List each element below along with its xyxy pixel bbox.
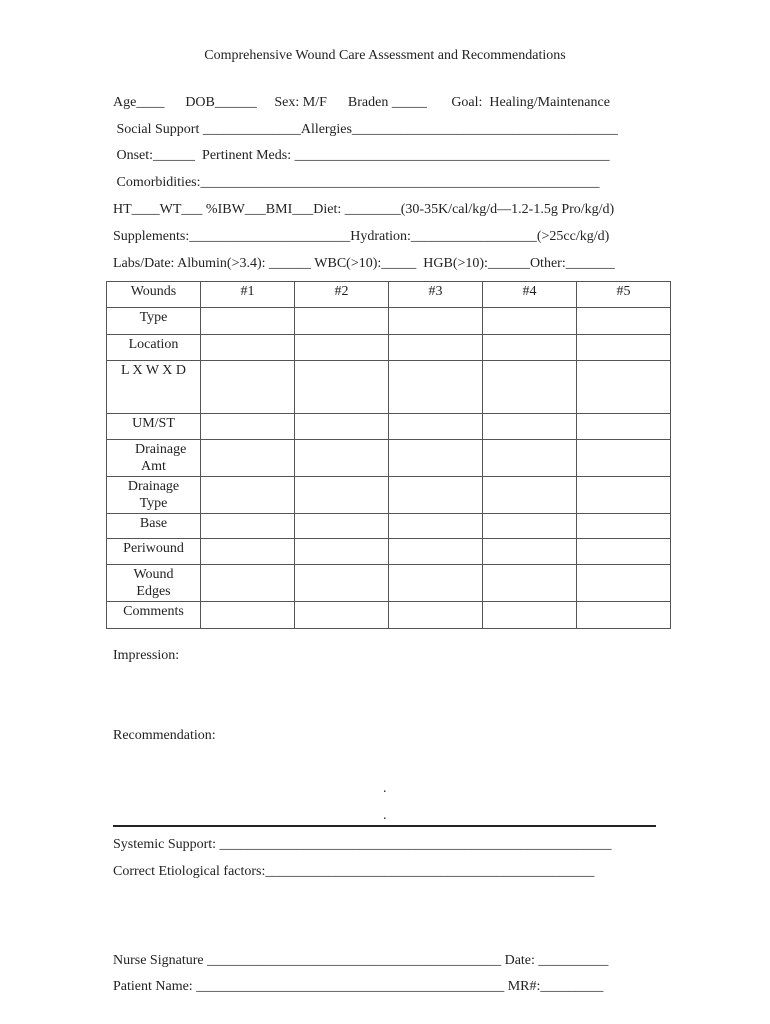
table-cell[interactable]	[389, 565, 483, 602]
table-header-cell: #1	[201, 282, 295, 308]
table-cell[interactable]	[483, 335, 577, 361]
table-header-cell: #5	[577, 282, 671, 308]
table-cell[interactable]	[483, 440, 577, 477]
table-cell[interactable]	[295, 539, 389, 565]
table-cell[interactable]	[483, 565, 577, 602]
nurse-signature-line: Nurse Signature __________________________________________ Date: __________	[113, 953, 609, 968]
row-label: Comments	[107, 602, 201, 629]
table-cell[interactable]	[389, 539, 483, 565]
table-cell[interactable]	[577, 602, 671, 629]
wound-assessment-table	[106, 281, 671, 629]
table-row	[107, 514, 671, 539]
table-cell[interactable]	[295, 514, 389, 539]
table-cell[interactable]	[577, 514, 671, 539]
table-header-row	[107, 282, 671, 308]
table-cell[interactable]	[201, 361, 295, 414]
table-cell[interactable]	[483, 602, 577, 629]
table-cell[interactable]	[295, 361, 389, 414]
table-cell[interactable]	[389, 308, 483, 335]
table-cell[interactable]	[483, 414, 577, 440]
table-row	[107, 361, 671, 414]
row-label: Wound Edges	[107, 565, 201, 602]
table-cell[interactable]	[577, 565, 671, 602]
table-cell[interactable]	[483, 308, 577, 335]
table-cell[interactable]	[201, 477, 295, 514]
row-label: Location	[107, 335, 201, 361]
table-cell[interactable]	[201, 539, 295, 565]
patient-name-line: Patient Name: ____________________________________________ MR#:_________	[113, 979, 604, 994]
comorbidities-line: Comorbidities:_________________________________________________________	[113, 175, 600, 190]
table-row	[107, 440, 671, 477]
dot-marker: .	[383, 808, 387, 823]
table-cell[interactable]	[389, 440, 483, 477]
table-cell[interactable]	[201, 414, 295, 440]
table-row	[107, 414, 671, 440]
table-cell[interactable]	[201, 440, 295, 477]
table-cell[interactable]	[483, 361, 577, 414]
table-cell[interactable]	[483, 539, 577, 565]
table-cell[interactable]	[201, 602, 295, 629]
supplements-line: Supplements:_______________________Hydration:__________________(>25cc/kg/d)	[113, 229, 610, 244]
table-cell[interactable]	[201, 514, 295, 539]
table-row	[107, 308, 671, 335]
table-cell[interactable]	[577, 335, 671, 361]
table-header-cell: Wounds	[107, 282, 201, 308]
demographics-line: Age____ DOB______ Sex: M/F Braden _____ Goal: Healing/Maintenance	[113, 95, 610, 110]
row-label: UM/ST	[107, 414, 201, 440]
row-label: Base	[107, 514, 201, 539]
table-cell[interactable]	[577, 361, 671, 414]
table-row	[107, 565, 671, 602]
table-cell[interactable]	[577, 308, 671, 335]
table-cell[interactable]	[389, 602, 483, 629]
table-cell[interactable]	[389, 477, 483, 514]
table-cell[interactable]	[577, 414, 671, 440]
row-label: Periwound	[107, 539, 201, 565]
form-title: Comprehensive Wound Care Assessment and Recommendations	[204, 48, 566, 63]
row-label: Drainage Type	[107, 477, 201, 514]
table-header-cell: #4	[483, 282, 577, 308]
table-cell[interactable]	[295, 414, 389, 440]
table-cell[interactable]	[389, 335, 483, 361]
impression-label: Impression:	[113, 648, 180, 663]
table-header-cell: #2	[295, 282, 389, 308]
etiological-factors-line: Correct Etiological factors:_______________________________________________	[113, 864, 595, 879]
table-cell[interactable]	[295, 602, 389, 629]
table-cell[interactable]	[389, 514, 483, 539]
anthropometrics-line: HT____WT___ %IBW___BMI___Diet: ________(30-35K/cal/kg/d—1.2-1.5g Pro/kg/d)	[113, 202, 615, 217]
divider-line	[113, 825, 656, 827]
row-label: Drainage Amt	[107, 440, 201, 477]
table-cell[interactable]	[389, 361, 483, 414]
row-label: Type	[107, 308, 201, 335]
table-row	[107, 602, 671, 629]
table-cell[interactable]	[577, 539, 671, 565]
table-cell[interactable]	[483, 477, 577, 514]
onset-meds-line: Onset:______ Pertinent Meds: _____________________________________________	[113, 148, 610, 163]
table-cell[interactable]	[295, 440, 389, 477]
table-cell[interactable]	[389, 414, 483, 440]
table-cell[interactable]	[483, 514, 577, 539]
social-support-line: Social Support ______________Allergies______________________________________	[113, 122, 618, 137]
table-cell[interactable]	[295, 477, 389, 514]
table-row	[107, 477, 671, 514]
table-row	[107, 539, 671, 565]
row-label: L X W X D	[107, 361, 201, 414]
table-row	[107, 335, 671, 361]
table-cell[interactable]	[201, 308, 295, 335]
table-cell[interactable]	[295, 565, 389, 602]
table-header-cell: #3	[389, 282, 483, 308]
table-cell[interactable]	[201, 335, 295, 361]
table-cell[interactable]	[577, 477, 671, 514]
systemic-support-line: Systemic Support: ________________________________________________________	[113, 837, 612, 852]
table-cell[interactable]	[295, 335, 389, 361]
labs-line: Labs/Date: Albumin(>3.4): ______ WBC(>10):_____ HGB(>10):______Other:_______	[113, 256, 615, 271]
table-cell[interactable]	[577, 440, 671, 477]
table-cell[interactable]	[201, 565, 295, 602]
dot-marker: .	[383, 781, 387, 796]
table-cell[interactable]	[295, 308, 389, 335]
recommendation-label: Recommendation:	[113, 728, 216, 743]
